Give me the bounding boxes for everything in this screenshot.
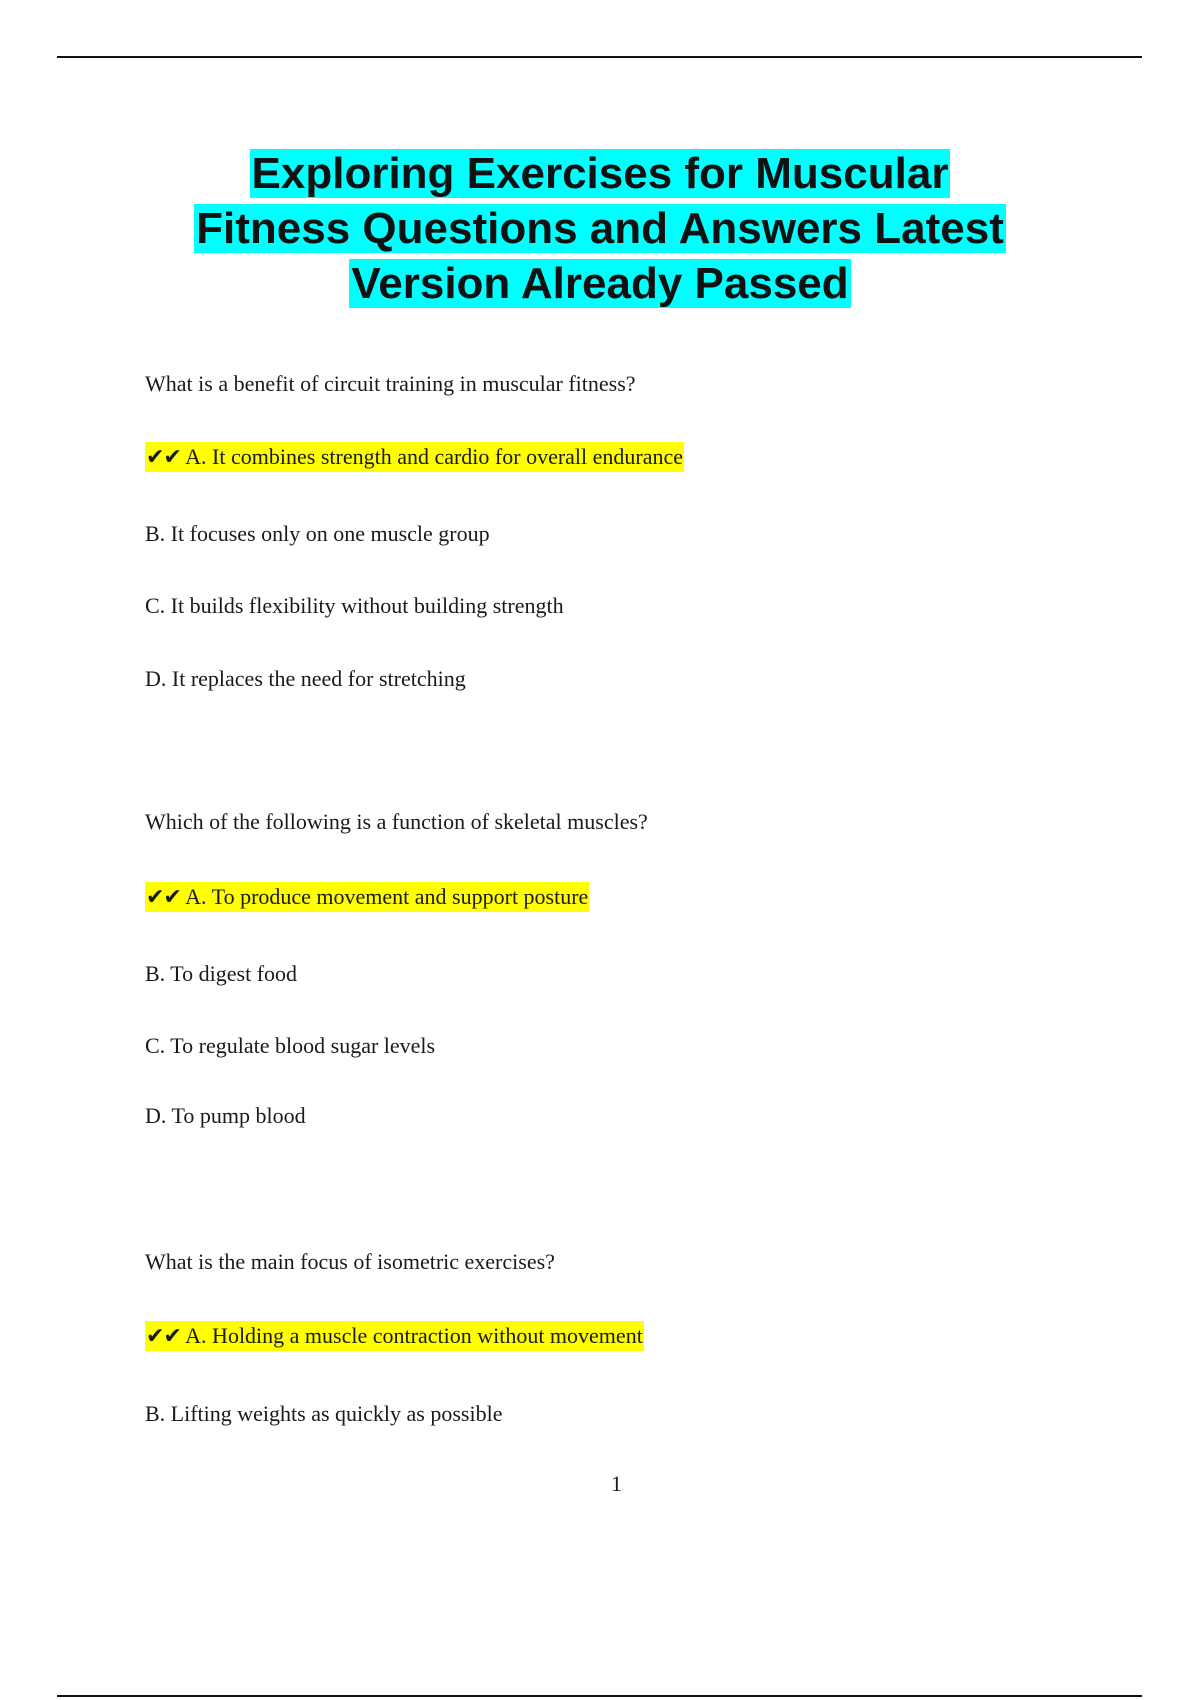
answer-highlight <box>145 1321 644 1351</box>
answer-option: C. To regulate blood sugar levels <box>145 1033 436 1058</box>
correct-answer-text: A. It combines strength and cardio for overall endurance <box>185 444 684 469</box>
answer-highlight <box>145 442 684 472</box>
correct-answer-text: A. Holding a muscle contraction without movement <box>185 1323 643 1348</box>
double-checkmark-icon: ✔✔ <box>146 885 181 910</box>
title-line: Fitness Questions and Answers Latest <box>196 204 1004 253</box>
answer-option: C. It builds flexibility without building strength <box>145 593 564 618</box>
top-rule <box>57 56 1142 58</box>
double-checkmark-icon: ✔✔ <box>146 445 181 470</box>
question-text: What is the main focus of isometric exercises? <box>145 1249 555 1274</box>
answer-option: D. To pump blood <box>145 1103 306 1128</box>
correct-answer-text: A. To produce movement and support posture <box>185 884 589 909</box>
page-number: 1 <box>611 1471 622 1496</box>
document-title <box>0 146 1200 311</box>
question-text: What is a benefit of circuit training in muscular fitness? <box>145 371 636 396</box>
answer-option: D. It replaces the need for stretching <box>145 666 466 691</box>
correct-answer <box>145 443 684 472</box>
correct-answer <box>145 1322 644 1351</box>
title-line: Version Already Passed <box>351 259 849 308</box>
bottom-rule <box>57 1695 1142 1697</box>
title-line: Exploring Exercises for Muscular <box>251 149 949 198</box>
answer-option: B. It focuses only on one muscle group <box>145 521 490 546</box>
double-checkmark-icon: ✔✔ <box>146 1324 181 1349</box>
correct-answer <box>145 883 589 912</box>
answer-highlight <box>145 882 589 912</box>
answer-option: B. To digest food <box>145 961 298 986</box>
answer-option: B. Lifting weights as quickly as possible <box>145 1401 503 1426</box>
question-text: Which of the following is a function of skeletal muscles? <box>145 809 648 834</box>
